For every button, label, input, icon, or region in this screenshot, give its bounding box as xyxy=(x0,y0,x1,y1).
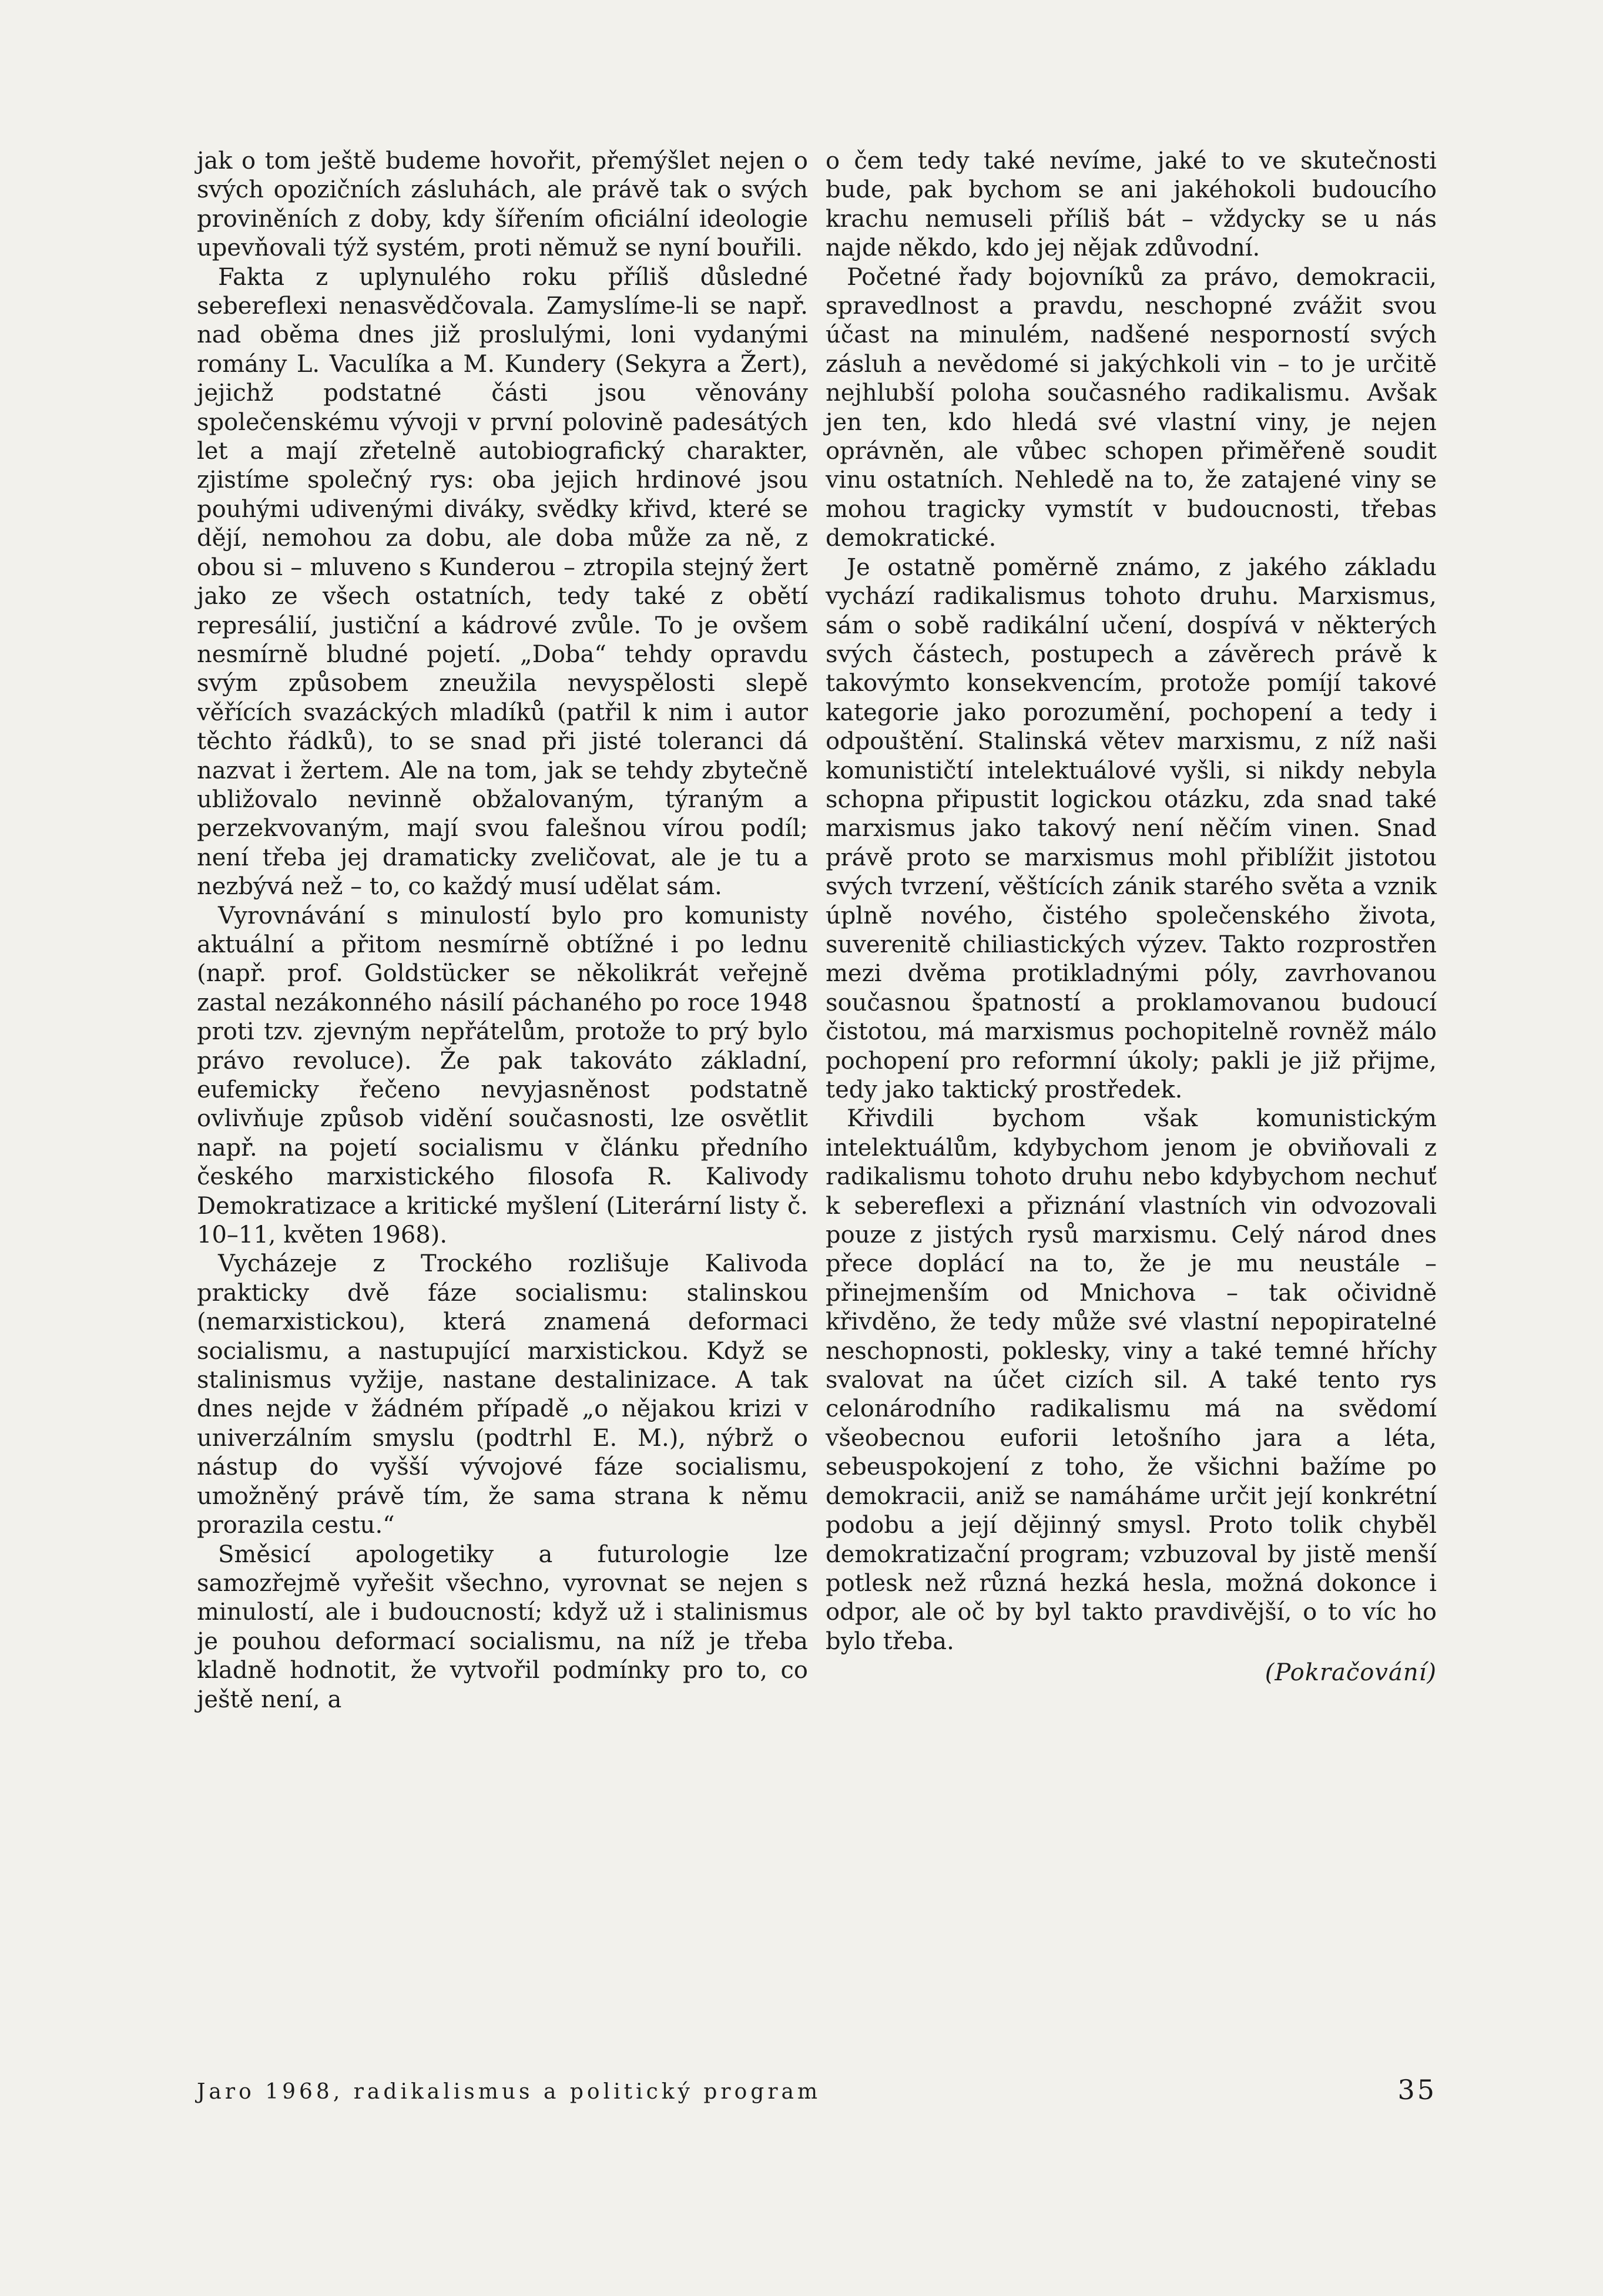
paragraph: o čem tedy také nevíme, jaké to ve skutečnosti bude, pak bychom se ani jakéhokoli budoucího krachu nemuseli příliš bát – vždycky se u nás najde někdo, kdo jej nějak zdůvodní. xyxy=(826,147,1437,262)
left-column xyxy=(197,147,808,1714)
paragraph: jak o tom ještě budeme hovořit, přemýšlet nejen o svých opozičních zásluhách, ale právě tak o svých proviněních z doby, kdy šířením oficiální ideologie upevňovali týž systém, proti němuž se nyní bouřili. xyxy=(197,147,808,262)
right-column xyxy=(826,147,1437,1688)
paragraph: Je ostatně poměrně známo, z jakého základu vychází radikalismus tohoto druhu. Marxismus, sám o sobě radikální učení, dospívá v některých svých částech, postupech a závěrech právě k takovýmto konsekvencím, protože pomíjí takové kategorie jako porozumění, pochopení a tedy i odpouštění. Stalinská větev marxismu, z níž naši komunističtí intelektuálové vyšli, si nikdy nebyla schopna připustit logickou otázku, zda snad také marxismus jako takový není něčím vinen. Snad právě proto se marxismus mohl přiblížit jistotou svých tvrzení, věštících zánik starého světa a vznik úplně nového, čistého společenského života, suverenitě chiliastických výzev. Takto rozprostřen mezi dvěma protikladnými póly, zavrhovanou současnou špatností a proklamovanou budoucí čistotou, má marxismus pochopitelně rovněž málo pochopení pro reformní úkoly; pakli je již přijme, tedy jako taktický prostředek. xyxy=(826,553,1437,1103)
paragraph: Vyrovnávání s minulostí bylo pro komunisty aktuální a přitom nesmírně obtížné i po lednu (např. prof. Goldstücker se několikrát veřejně zastal nezákonného násilí páchaného po roce 1948 proti tzv. zjevným nepřátelům, protože to prý bylo právo revoluce). Že pak takováto základní, eufemicky řečeno nevyjasněnost podstatně ovlivňuje způsob vidění současnosti, lze osvětlit např. na pojetí socialismu v článku předního českého marxistického filosofa R. Kalivody Demokratizace a kritické myšlení (Literární listy č. 10–11, květen 1968). xyxy=(197,902,808,1249)
paragraph: Početné řady bojovníků za právo, demokracii, spravedlnost a pravdu, neschopné zvážit svou účast na minulém, nadšené nesporností svých zásluh a nevědomé si jakýchkoli vin – to je určitě nejhlubší poloha současného radikalismu. Avšak jen ten, kdo hledá své vlastní viny, je nejen oprávněn, ale vůbec schopen přiměřeně soudit vinu ostatních. Nehledě na to, že zatajené viny se mohou tragicky vymstít v budoucnosti, třebas demokratické. xyxy=(826,263,1437,552)
page-footer xyxy=(197,2074,1437,2109)
paragraph: Křivdili bychom však komunistickým intelektuálům, kdybychom jenom je obviňovali z radikalismu tohoto druhu nebo kdybychom nechuť k sebereflexi a přiznání vlastních vin odvozovali pouze z jistých rysů marxismu. Celý národ dnes přece doplácí na to, že je mu neustále – přinejmenším od Mnichova – tak očividně křivděno, že tedy může své vlastní nepopiratelné neschopnosti, poklesky, viny a také temné hříchy svalovat na účet cizích sil. A také tento rys celonárodního radikalismu má na svědomí všeobecnou euforii letošního jara a léta, sebeuspokojení z toho, že všichni bažíme po demokracii, aniž se namáháme určit její konkrétní podobu a její dějinný smysl. Proto tolik chyběl demokratizační program; vzbuzoval by jistě menší potlesk než různá hezká hesla, možná dokonce i odpor, ale oč by byl takto pravdivější, o to víc ho bylo třeba. xyxy=(826,1105,1437,1655)
page-number: 35 xyxy=(1397,2074,1437,2106)
running-title: Jaro 1968, radikalismus a politický program xyxy=(197,2080,821,2104)
paragraph: Vycházeje z Trockého rozlišuje Kalivoda prakticky dvě fáze socialismu: stalinskou (nemarxistickou), která znamená deformaci socialismu, a nastupující marxistickou. Když se stalinismus vyžije, nastane destalinizace. A tak dnes nejde v žádném případě „o nějakou krizi v univerzálním smyslu (podtrhl E. M.), nýbrž o nástup do vyšší vývojové fáze socialismu, umožněný právě tím, že sama strana k němu prorazila cestu.“ xyxy=(197,1250,808,1539)
paragraph: Fakta z uplynulého roku příliš důsledné sebereflexi nenasvědčovala. Zamyslíme-li se např. nad oběma dnes již proslulými, loni vydanými romány L. Vaculíka a M. Kundery (Sekyra a Žert), jejichž podstatné části jsou věnovány společenskému vývoji v první polovině padesátých let a mají zřetelně autobiografický charakter, zjistíme společný rys: oba jejich hrdinové jsou pouhými udivenými diváky, svědky křivd, které se dějí, nemohou za dobu, ale doba může za ně, z obou si – mluveno s Kunderou – ztropila stejný žert jako ze všech ostatních, tedy také z obětí represálií, justiční a kádrové zvůle. To je ovšem nesmírně bludné pojetí. „Doba“ tehdy opravdu svým způsobem zneužila nevyspělosti slepě věřících svazáckých mladíků (patřil k nim i autor těchto řádků), to se snad při jisté toleranci dá nazvat i žertem. Ale na tom, jak se tehdy zbytečně ubližovalo nevinně obžalovaným, týraným a perzekvovaným, mají svou falešnou vírou podíl; není třeba jej dramaticky zveličovat, ale je tu a nezbývá než – to, co každý musí udělat sám. xyxy=(197,263,808,901)
paragraph: Směsicí apologetiky a futurologie lze samozřejmě vyřešit všechno, vyrovnat se nejen s minulostí, ale i budoucností; když už i stalinismus je pouhou deformací socialismu, na níž je třeba kladně hodnotit, že vytvořil podmínky pro to, co ještě není, a xyxy=(197,1540,808,1713)
continuation-note: (Pokračování) xyxy=(1265,1659,1437,1687)
